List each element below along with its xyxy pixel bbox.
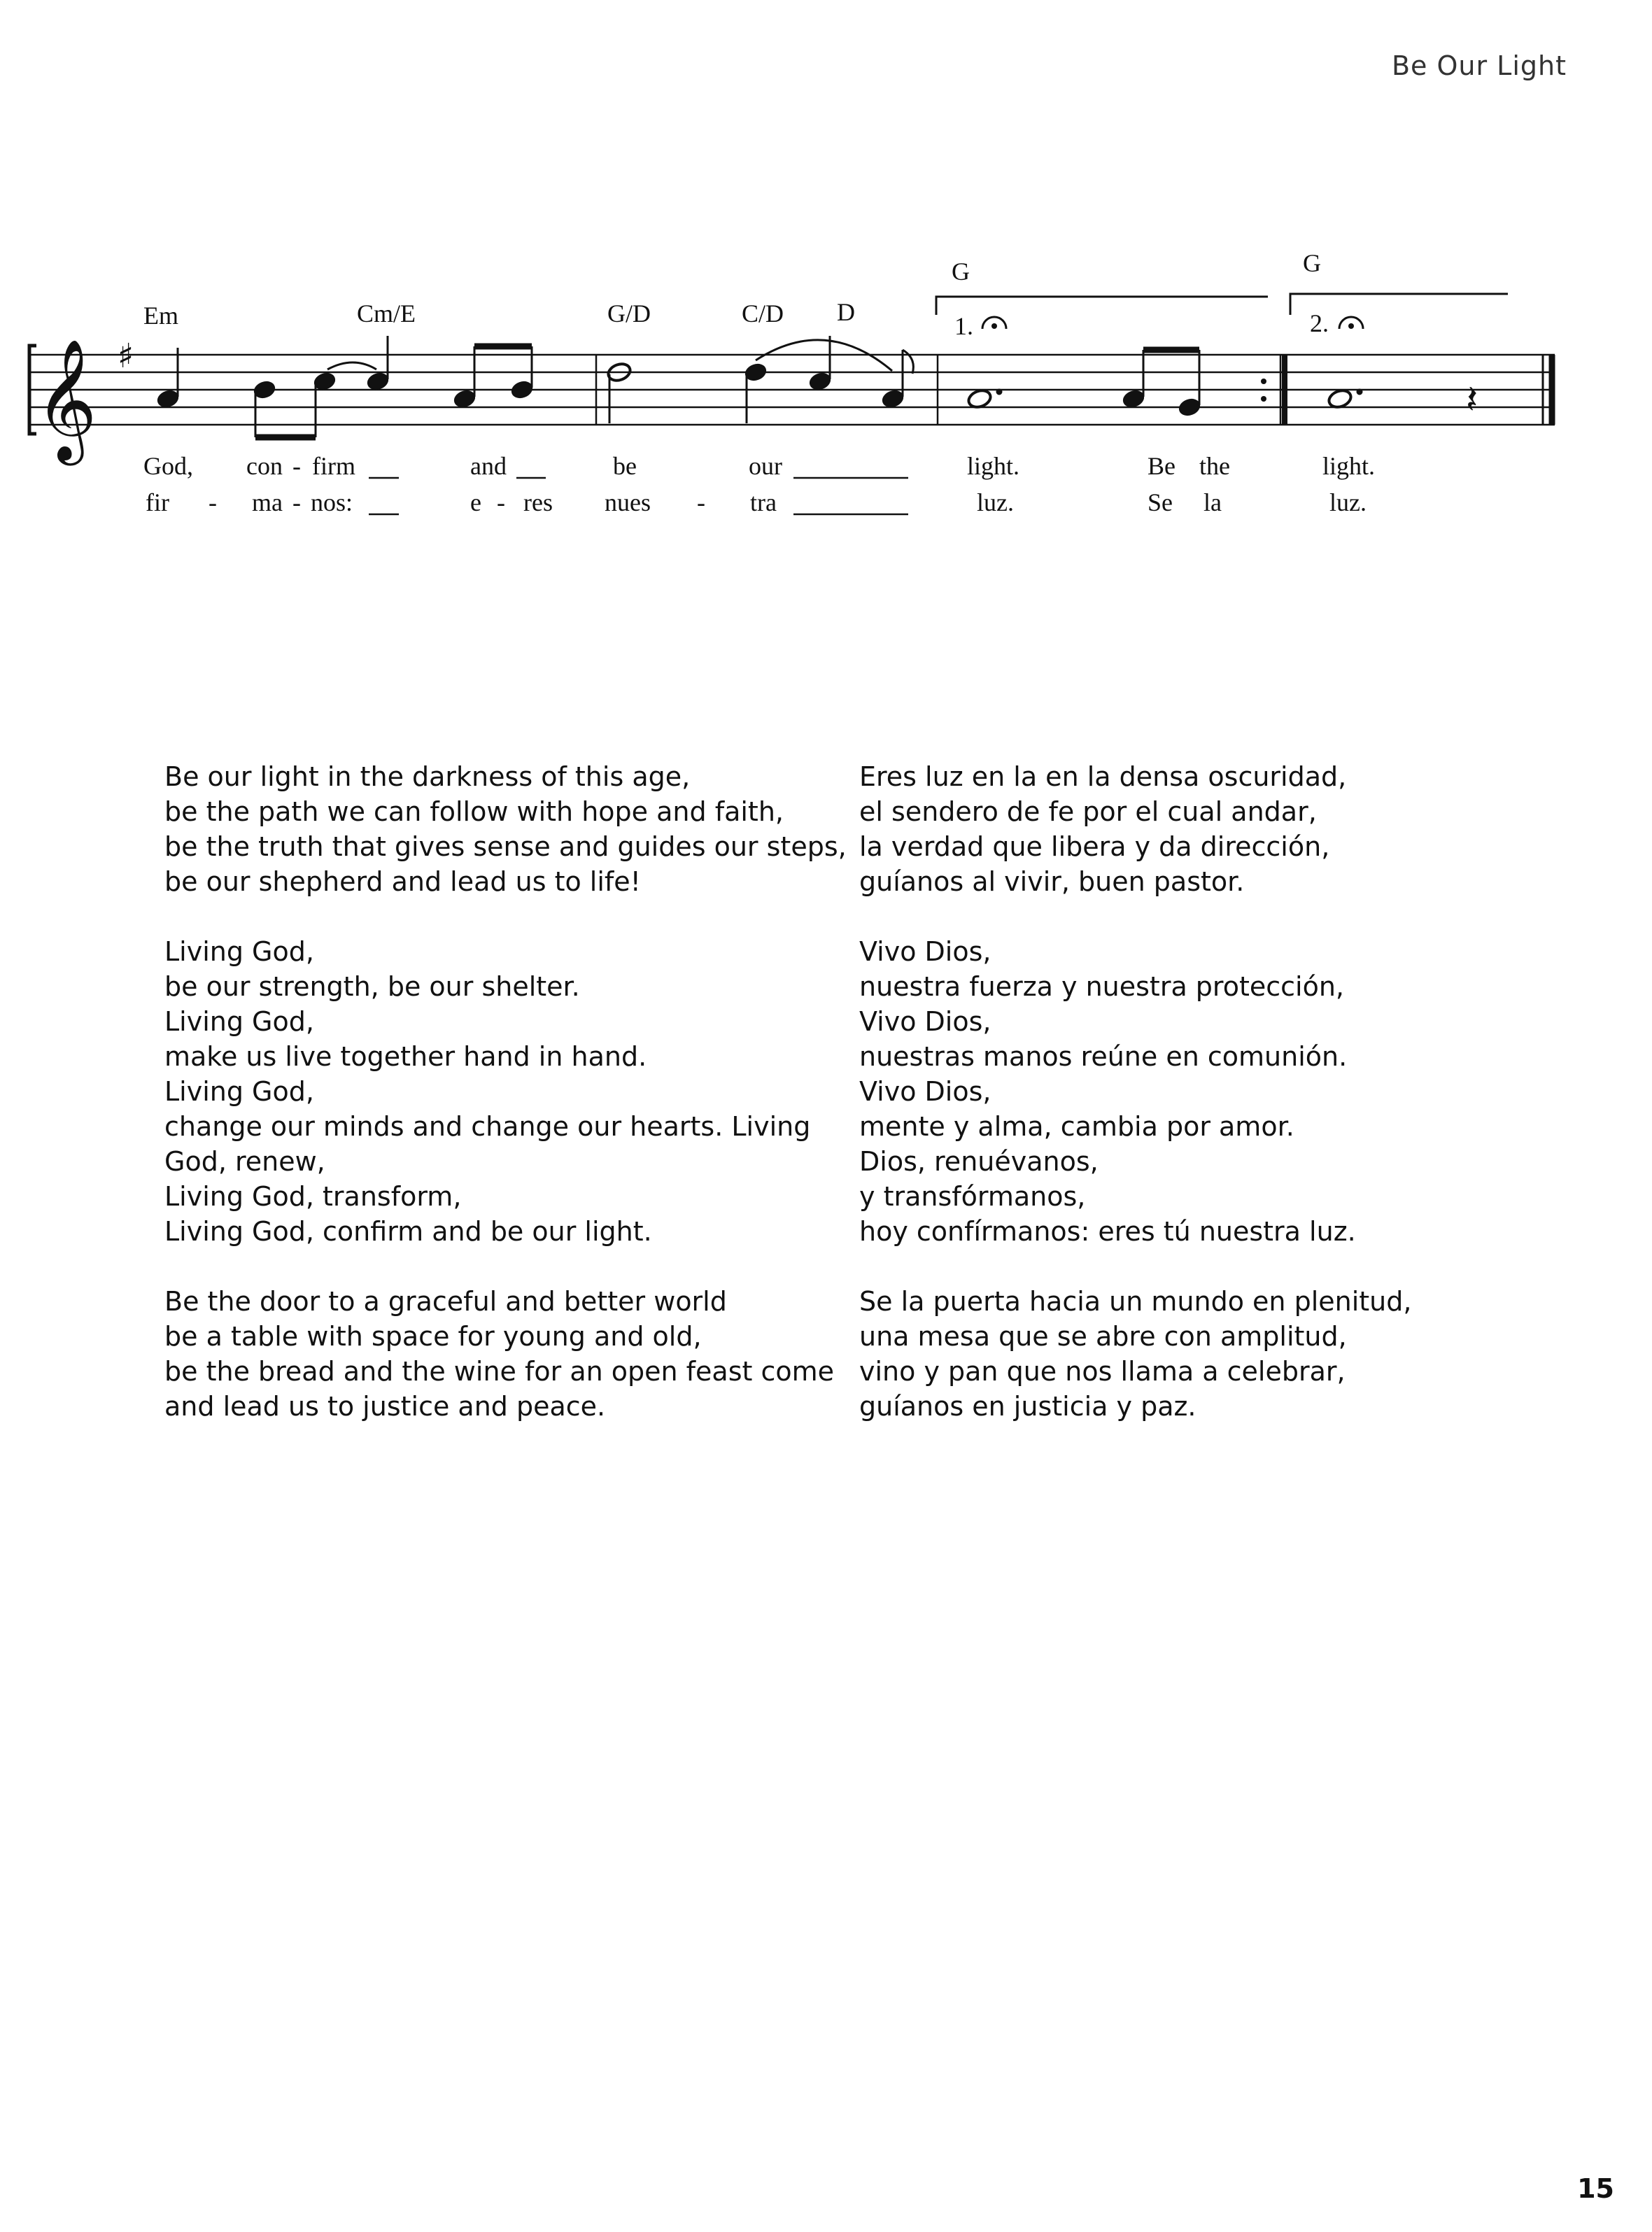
verse-line: Vivo Dios, <box>859 1076 991 1107</box>
verse-line: be a table with space for young and old, <box>164 1321 702 1352</box>
verse-line: mente y alma, cambia por amor. <box>859 1111 1294 1142</box>
verse-line: be our strength, be our shelter. <box>164 971 580 1002</box>
verse-line: God, renew, <box>164 1146 325 1177</box>
stanza <box>859 934 1559 1249</box>
verse-line: vino y pan que nos llama a celebrar, <box>859 1356 1346 1387</box>
lyric-syllable: tra <box>750 488 777 516</box>
verse-line: una mesa que se abre con amplitud, <box>859 1321 1347 1352</box>
verse-line: make us live together hand in hand. <box>164 1041 647 1072</box>
lyric-syllable: light. <box>967 452 1020 480</box>
verse-line: y transfórmanos, <box>859 1181 1086 1212</box>
lyric-syllable: God, <box>143 452 193 480</box>
verse-line: and lead us to justice and peace. <box>164 1391 606 1422</box>
lyric-hyphen: - <box>697 488 705 516</box>
sharp-icon: ♯ <box>118 337 134 376</box>
stanza <box>164 759 857 899</box>
treble-clef-icon: 𝄞 <box>35 339 97 460</box>
chord-symbol: Em <box>143 302 178 330</box>
verse-line: Be our light in the darkness of this age, <box>164 761 691 792</box>
verse-line: Eres luz en la en la densa oscuridad, <box>859 761 1347 792</box>
verse-line: Se la puerta hacia un mundo en plenitud, <box>859 1286 1412 1317</box>
verse-line: Be the door to a graceful and better world <box>164 1286 727 1317</box>
lyric-hyphen: - <box>292 452 301 480</box>
lyric-syllable: the <box>1199 452 1230 480</box>
verse-line: be the path we can follow with hope and faith, <box>164 796 784 827</box>
lyric-syllable: light. <box>1322 452 1376 480</box>
quarter-rest-icon: 𝄽 <box>1466 377 1478 423</box>
verse-line: Vivo Dios, <box>859 936 991 967</box>
lyric-syllable: res <box>523 488 553 516</box>
lyric-syllable: nos: <box>311 488 353 516</box>
verse-line: Living God, <box>164 1006 314 1037</box>
verse-line: guíanos al vivir, buen pastor. <box>859 866 1245 897</box>
page-title: Be Our Light <box>1391 50 1567 81</box>
chord-symbol: C/D <box>742 299 784 327</box>
verse-line: be the truth that gives sense and guides our steps, <box>164 831 847 862</box>
verse-line: be the bread and the wine for an open feast come <box>164 1356 835 1387</box>
verse-line: Living God, confirm and be our light. <box>164 1216 652 1247</box>
verse-line: hoy confírmanos: eres tú nuestra luz. <box>859 1216 1356 1247</box>
lyric-syllable: con <box>246 452 283 480</box>
verse-line: la verdad que libera y da dirección, <box>859 831 1330 862</box>
stanza <box>859 1284 1559 1424</box>
verse-line: Living God, transform, <box>164 1181 462 1212</box>
verse-line: el sendero de fe por el cual andar, <box>859 796 1317 827</box>
verse-line: nuestras manos reúne en comunión. <box>859 1041 1348 1072</box>
page-number: 15 <box>1577 2173 1614 2204</box>
lyric-hyphen: - <box>497 488 505 516</box>
verses-spanish <box>859 759 1559 1459</box>
ending-number: 1. <box>954 312 973 340</box>
chord-symbol: Cm/E <box>357 299 416 327</box>
verse-line: be our shepherd and lead us to life! <box>164 866 641 897</box>
lyric-hyphen: - <box>209 488 217 516</box>
verses-english <box>164 759 857 1459</box>
lyric-syllable: Be <box>1148 452 1176 480</box>
stanza <box>164 1284 857 1424</box>
lyric-syllable: and <box>470 452 507 480</box>
lyric-syllable: Se <box>1148 488 1173 516</box>
lyric-syllable: firm <box>312 452 355 480</box>
lyric-syllable: luz. <box>1329 488 1367 516</box>
chord-symbol: G <box>1303 249 1321 277</box>
chord-symbol: D <box>837 298 855 326</box>
lyric-syllable: e <box>470 488 481 516</box>
lyric-syllable: fir <box>146 488 169 516</box>
chord-symbol: G/D <box>607 299 651 327</box>
verse-line: Vivo Dios, <box>859 1006 991 1037</box>
verse-line: change our minds and change our hearts. Living <box>164 1111 811 1142</box>
lyric-syllable: luz. <box>977 488 1014 516</box>
stanza <box>859 759 1559 899</box>
verse-line: Living God, <box>164 936 314 967</box>
lyric-syllable: nues <box>605 488 651 516</box>
lyric-hyphen: - <box>292 488 301 516</box>
lyric-syllable: our <box>749 452 782 480</box>
stanza <box>164 934 857 1249</box>
ending-number: 2. <box>1310 309 1329 337</box>
lyric-syllable: ma <box>252 488 283 516</box>
music-score <box>0 0 1652 560</box>
verse-line: nuestra fuerza y nuestra protección, <box>859 971 1344 1002</box>
verse-line: Dios, renuévanos, <box>859 1146 1099 1177</box>
verse-line: guíanos en justicia y paz. <box>859 1391 1196 1422</box>
verse-line: Living God, <box>164 1076 314 1107</box>
lyric-syllable: la <box>1203 488 1222 516</box>
lyric-syllable: be <box>613 452 637 480</box>
chord-symbol: G <box>952 257 970 285</box>
